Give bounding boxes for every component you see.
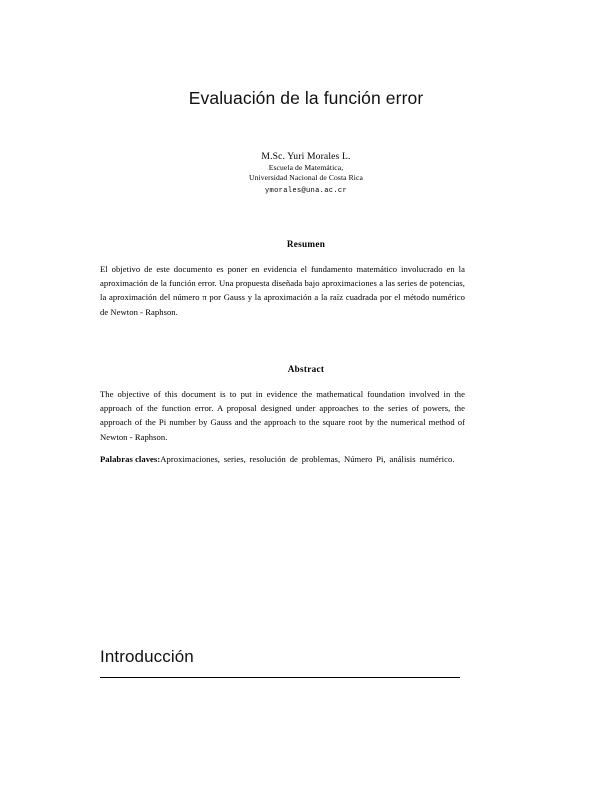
page-title: Evaluación de la función error xyxy=(188,88,424,108)
author-name: M.Sc. Yuri Morales L. xyxy=(261,151,351,162)
abstract-body: The objective of this document is to put in evidence the mathematical foundation involved in the approach of the function error. A proposal designed under approaches to the series of powers, the approach of the Pi number by Gauss and the approach to the square root by the numerical method of Newton - Raphson. xyxy=(100,389,465,442)
section-heading-introduccion: Introducción xyxy=(100,647,194,666)
keywords-label: Palabras claves: xyxy=(100,454,161,464)
resumen-body: El objetivo de este documento es poner en evidencia el fundamento matemático involucrado en la aproximación de la función error. Una propuesta diseñada bajo aproximaciones a las series de potencias, la aproximación del número π por Gauss y la aproximación a la raíz cuadrada por el método numérico de Newton - Raphson. xyxy=(100,264,465,317)
keywords-line xyxy=(100,452,465,466)
author-block xyxy=(0,150,612,198)
author-affiliation-university: Universidad Nacional de Costa Rica xyxy=(249,173,363,183)
author-affiliation-school: Escuela de Matemática, xyxy=(268,163,344,172)
author-email: ymorales@una.ac.cr xyxy=(264,186,348,195)
section-divider xyxy=(100,677,460,678)
resumen-heading: Resumen xyxy=(286,239,326,249)
keywords-list: Aproximaciones, series, resolución de problemas, Número Pi, análisis numérico. xyxy=(160,454,455,464)
abstract-heading: Abstract xyxy=(287,364,325,374)
